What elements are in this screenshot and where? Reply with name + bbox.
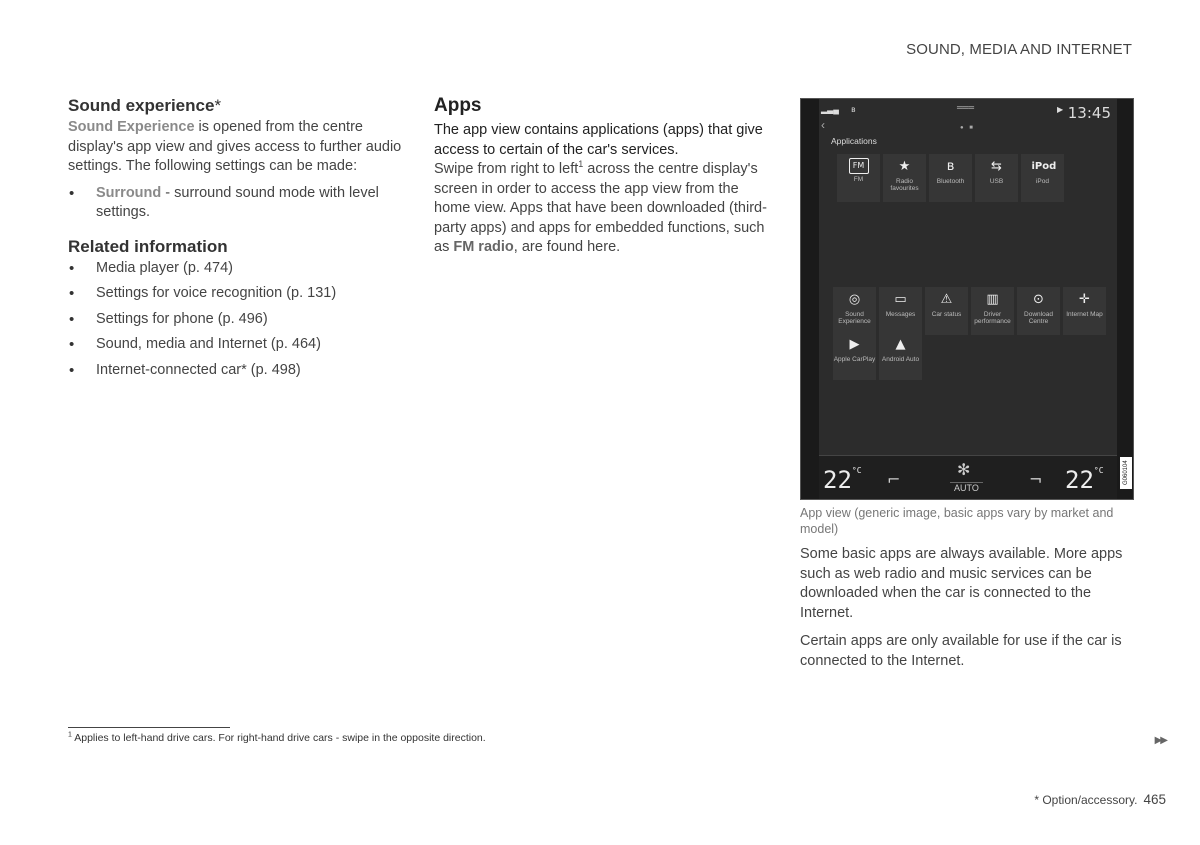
app-bluetooth[interactable]: [929, 154, 972, 202]
option-accessory-note: * Option/accessory.: [1034, 793, 1138, 807]
apps-body-part-a: Swipe from right to left: [434, 161, 579, 177]
app-label: Messages: [885, 311, 916, 318]
page-dots-icon: ● ■: [960, 125, 975, 131]
app-row-3: [833, 332, 922, 380]
footnote-text: Applies to left-hand drive cars. For right-hand drive cars - swipe in the opposite direction.: [71, 732, 486, 744]
surround-term: Surround: [96, 184, 162, 201]
app-label: USB: [989, 178, 1004, 185]
app-label: Internet Map: [1066, 311, 1103, 318]
sound-experience-intro: [68, 118, 403, 177]
page-footer: [1034, 792, 1166, 807]
option-star: *: [214, 96, 222, 115]
back-chevron-icon[interactable]: ‹: [821, 118, 825, 132]
page-number: 465: [1143, 792, 1166, 807]
related-link-voice-recognition[interactable]: • Settings for voice recognition (p. 131): [68, 284, 403, 304]
settings-list: [68, 184, 403, 223]
bluetooth-icon: ʙ: [946, 159, 955, 174]
fm-radio-term: FM radio: [453, 239, 514, 255]
sound-experience-heading: [68, 95, 403, 117]
bluetooth-status-icon: ʙ: [851, 105, 856, 114]
download-icon: ⊙: [1033, 292, 1044, 307]
applications-label: Applications: [831, 136, 877, 146]
app-row-2: [833, 287, 1106, 335]
app-label: Android Auto: [881, 356, 920, 363]
app-sound-experience[interactable]: [833, 287, 876, 335]
app-label: iPod: [1035, 178, 1049, 185]
app-label: Sound Experience: [838, 311, 871, 325]
page-header-title: SOUND, MEDIA AND INTERNET: [906, 41, 1132, 58]
list-item: [68, 184, 403, 223]
seat-right-icon[interactable]: ¬: [1029, 470, 1043, 489]
apps-body-part-b: across the centre display's screen in order to access the app view from the home view. Apps that have been downloaded (third-party apps) and apps for embedded functions, such as: [434, 161, 767, 255]
app-label: Apple CarPlay: [833, 356, 876, 363]
app-label: Radio favourites: [890, 178, 919, 192]
app-row-1: [837, 154, 1064, 202]
app-label: FM: [853, 176, 864, 183]
image-caption: App view (generic image, basic apps vary by market and model): [800, 506, 1114, 536]
related-link-internet-connected-car[interactable]: • Internet-connected car* (p. 498): [68, 361, 403, 381]
play-status-icon: ▶: [1057, 105, 1064, 114]
left-column: [68, 95, 403, 386]
auto-label[interactable]: AUTO: [950, 482, 983, 493]
ipod-icon: iPod: [1031, 161, 1057, 172]
double-chevron-right-icon[interactable]: ▶▶: [1154, 735, 1166, 746]
climate-bar: [819, 455, 1117, 499]
app-internet-map[interactable]: [1063, 287, 1106, 335]
app-view-screenshot: [800, 98, 1134, 500]
related-link-media-player[interactable]: • Media player (p. 474): [68, 259, 403, 279]
seat-left-icon[interactable]: ⌐: [887, 470, 901, 489]
app-radio-favourites[interactable]: [883, 154, 926, 202]
app-label: Car status: [931, 311, 962, 318]
footnote-ref: 1: [578, 159, 584, 170]
temp-unit: °C: [1093, 466, 1104, 475]
apps-lead: The app view contains applications (apps) that give access to certain of the car's services.: [434, 122, 763, 158]
temp-right-value: 22: [1065, 466, 1094, 494]
related-link-phone-settings[interactable]: • Settings for phone (p. 496): [68, 310, 403, 330]
fm-icon: FM: [849, 158, 869, 174]
footnote-divider: [68, 727, 230, 728]
temp-left[interactable]: [823, 466, 862, 494]
temp-right[interactable]: [1065, 466, 1104, 494]
sound-experience-intro-text: is opened from the centre display's app view and gives access to further audio settings. The following settings can be made:: [68, 119, 402, 174]
app-download-centre[interactable]: [1017, 287, 1060, 335]
app-driver-performance[interactable]: [971, 287, 1014, 335]
app-apple-carplay[interactable]: [833, 332, 876, 380]
middle-column: [434, 95, 769, 258]
speaker-icon: ◎: [848, 292, 861, 307]
usb-icon: ⇆: [991, 159, 1002, 174]
footnote-number: 1: [68, 731, 72, 739]
warning-icon: ⚠: [940, 292, 953, 307]
clock: 13:45: [1067, 104, 1111, 122]
apps-body: [434, 160, 769, 258]
app-ipod[interactable]: [1021, 154, 1064, 202]
fan-icon[interactable]: ✻: [957, 460, 971, 479]
temp-left-value: 22: [823, 466, 852, 494]
right-column-text: [800, 545, 1134, 680]
pull-down-handle-icon: ═══: [957, 103, 975, 112]
app-android-auto[interactable]: [879, 332, 922, 380]
related-link-sound-media-internet[interactable]: • Sound, media and Internet (p. 464): [68, 335, 403, 355]
performance-icon: ▥: [986, 292, 999, 307]
map-icon: ✛: [1079, 292, 1090, 307]
star-icon: ★: [898, 159, 911, 174]
footnote: [68, 732, 486, 744]
related-list: [68, 259, 403, 381]
messages-icon: ▭: [894, 292, 907, 307]
surround-text: - surround sound mode with level settings.: [96, 184, 379, 220]
signal-icon: ▂▃▄: [821, 105, 839, 114]
temp-unit: °C: [851, 466, 862, 475]
app-label: Bluetooth: [936, 178, 965, 185]
app-messages[interactable]: [879, 287, 922, 335]
sound-experience-heading-text: Sound experience: [68, 96, 215, 115]
app-label: Driver performance: [974, 311, 1011, 325]
apps-body-part-c: , are found here.: [513, 239, 621, 255]
sound-experience-term: Sound Experience: [68, 119, 195, 135]
android-auto-icon: ▲: [895, 337, 906, 352]
app-label: Download Centre: [1024, 311, 1053, 325]
app-usb[interactable]: [975, 154, 1018, 202]
carplay-icon: ▶: [849, 337, 860, 352]
related-information-heading: Related information: [68, 236, 228, 256]
app-car-status[interactable]: [925, 287, 968, 335]
apps-heading: Apps: [434, 95, 482, 116]
app-fm[interactable]: [837, 154, 880, 202]
image-code: G060104: [1120, 457, 1132, 489]
internet-apps-paragraph: Certain apps are only available for use if the car is connected to the Internet.: [800, 633, 1122, 669]
basic-apps-paragraph: Some basic apps are always available. More apps such as web radio and music services can be downloaded when the car is connected to the Internet.: [800, 546, 1123, 621]
